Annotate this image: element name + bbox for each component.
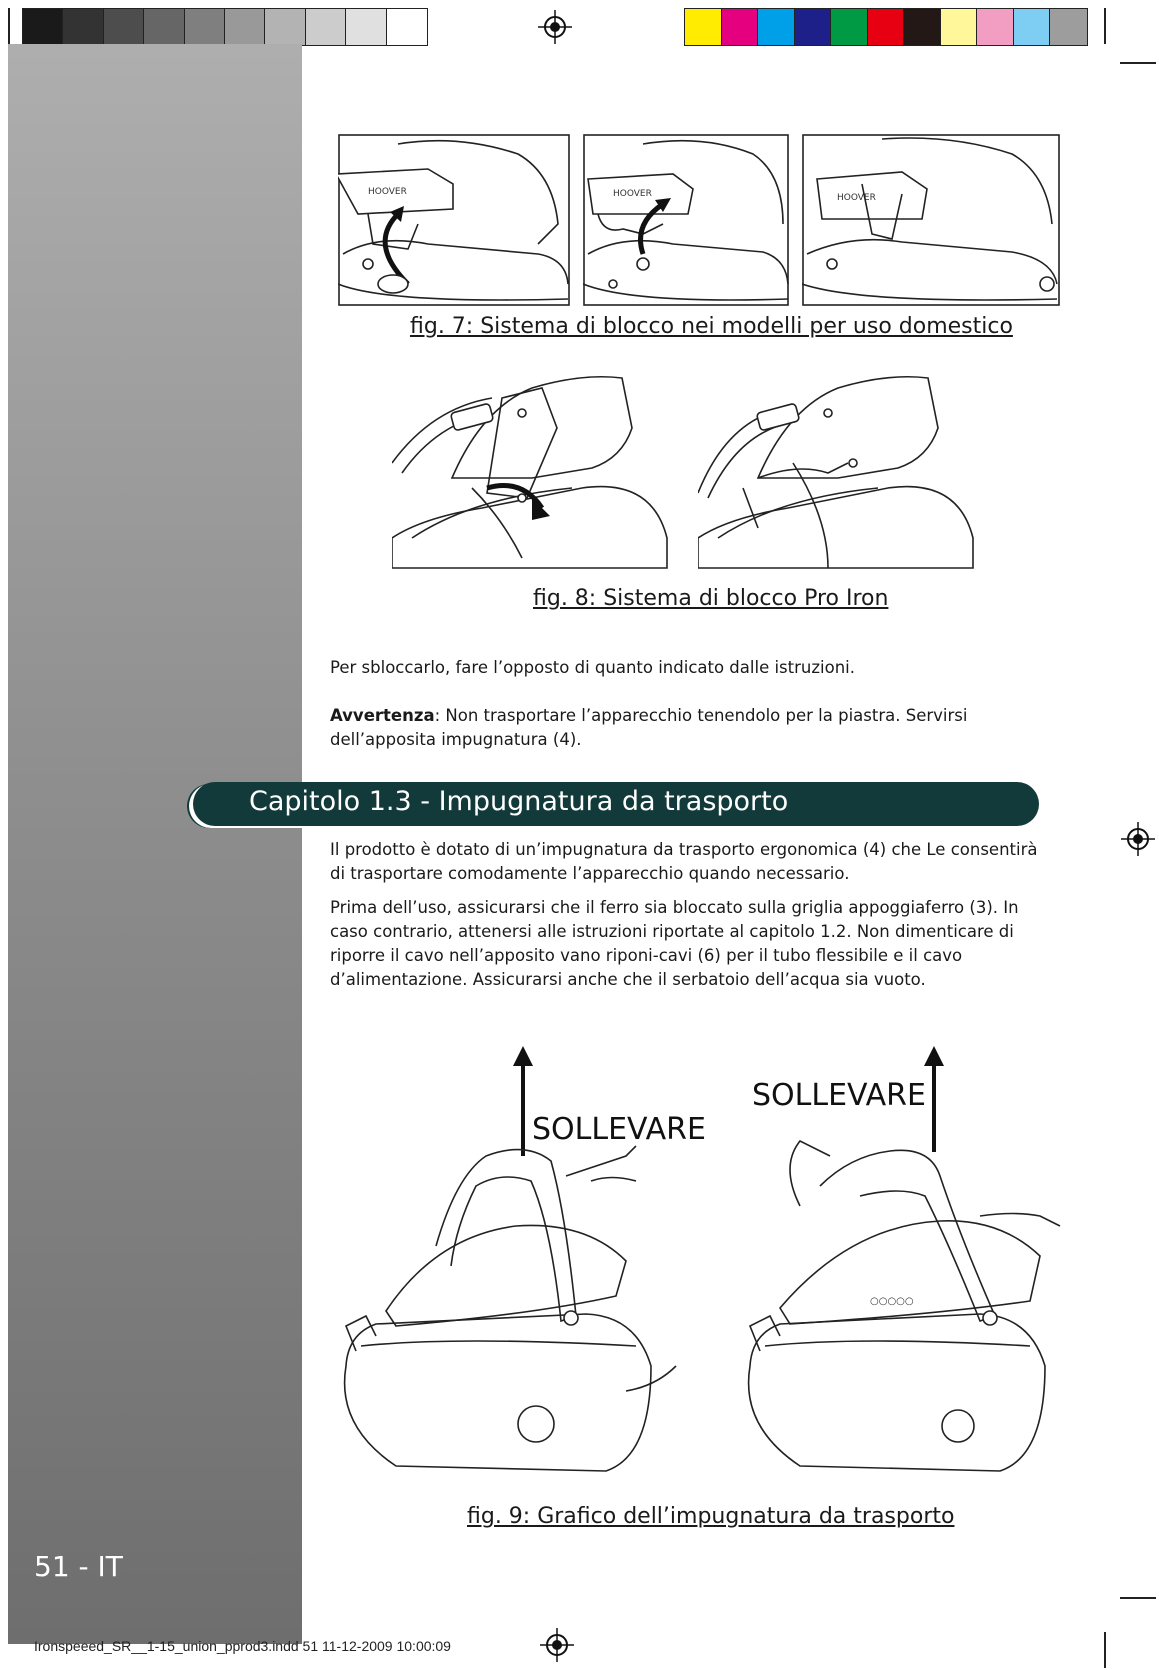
calibration-swatch	[387, 9, 427, 45]
fig7-illustration-2	[583, 134, 789, 306]
calibration-swatch	[831, 9, 868, 45]
chapter-paragraph-1-text: Il prodotto è dotato di un’impugnatura da trasporto ergonomica (4) che Le consentirà di trasportare comodamente l’apparecchio quando necessario.	[330, 840, 1038, 883]
page-sidebar	[8, 44, 302, 1644]
crop-mark	[1120, 62, 1156, 64]
svg-text:HOOVER: HOOVER	[837, 193, 876, 203]
chapter-paragraph-1	[330, 838, 1050, 886]
warning-note	[330, 704, 1050, 752]
calibration-swatch	[977, 9, 1014, 45]
svg-text:HOOVER: HOOVER	[613, 189, 652, 199]
chapter-paragraph-2-text: Prima dell’uso, assicurarsi che il ferro sia bloccato sulla griglia appoggiaferro (3). In caso contrario, attenersi alle istruzioni riportate al capitolo 1.2. Non dimenticare di riporre il cavo nell’apposito vano riponi-cavi (6) per il tubo flessibile e il cavo d’alimentazione. Assicurarsi anche che il serbatoio dell’acqua sia vuoto.	[330, 898, 1019, 989]
fig8-illustration-1	[392, 368, 674, 576]
calibration-swatch	[868, 9, 905, 45]
calibration-swatch	[758, 9, 795, 45]
warning-label: Avvertenza	[330, 706, 435, 725]
calibration-swatch	[795, 9, 832, 45]
unlock-note	[330, 656, 1050, 680]
calibration-swatch	[185, 9, 225, 45]
svg-text:○○○○○: ○○○○○	[870, 1296, 914, 1307]
calibration-swatch	[306, 9, 346, 45]
chapter-heading	[193, 782, 1039, 826]
calibration-swatch	[225, 9, 265, 45]
warning-text: : Non trasportare l’apparecchio tenendolo per la piastra. Servirsi dell’apposita impugnatura (4).	[330, 706, 968, 749]
crop-mark	[1104, 1632, 1106, 1668]
calibration-swatch	[63, 9, 103, 45]
chapter-paragraph-2	[330, 896, 1050, 992]
footer-slug: Ironspeeed_SR__1-15_union_pprod3.indd 51 11-12-2009 10:00:09	[34, 1638, 451, 1654]
fig7-illustration-3	[802, 134, 1060, 306]
calibration-swatch	[904, 9, 941, 45]
unlock-note-text: Per sbloccarlo, fare l’opposto di quanto indicato dalle istruzioni.	[330, 658, 855, 677]
svg-text:HOOVER: HOOVER	[368, 187, 407, 197]
calibration-swatch	[104, 9, 144, 45]
calibration-swatch	[23, 9, 63, 45]
calibration-swatch	[144, 9, 184, 45]
calibration-swatch	[1050, 9, 1087, 45]
fig7-illustration-1	[338, 134, 570, 306]
fig9-caption: fig. 9: Grafico dell’impugnatura da trasporto	[467, 1504, 955, 1529]
registration-mark-icon	[1121, 822, 1155, 856]
fig7-caption: fig. 7: Sistema di blocco nei modelli per uso domestico	[410, 314, 1013, 339]
crop-mark	[1104, 8, 1106, 44]
crop-mark	[1120, 1597, 1156, 1599]
fig9-lift-label-right: SOLLEVARE	[752, 1078, 926, 1113]
calibration-swatch	[265, 9, 305, 45]
fig9-lift-label-left: SOLLEVARE	[532, 1112, 706, 1147]
fig8-illustration-2	[698, 368, 980, 576]
calibration-swatch	[1014, 9, 1051, 45]
registration-mark-icon	[540, 1628, 574, 1662]
calibration-swatch	[941, 9, 978, 45]
page-number: 51 - IT	[34, 1550, 123, 1583]
chapter-title: Capitolo 1.3 - Impugnatura da trasporto	[249, 786, 789, 817]
color-calibration-bar	[684, 8, 1088, 46]
fig8-caption: fig. 8: Sistema di blocco Pro Iron	[533, 586, 889, 611]
calibration-swatch	[346, 9, 386, 45]
calibration-swatch	[722, 9, 759, 45]
gray-calibration-bar	[22, 8, 428, 46]
calibration-swatch	[685, 9, 722, 45]
crop-mark	[8, 8, 10, 44]
registration-mark-icon	[538, 10, 572, 44]
fig9-illustration-left	[336, 1046, 686, 1478]
